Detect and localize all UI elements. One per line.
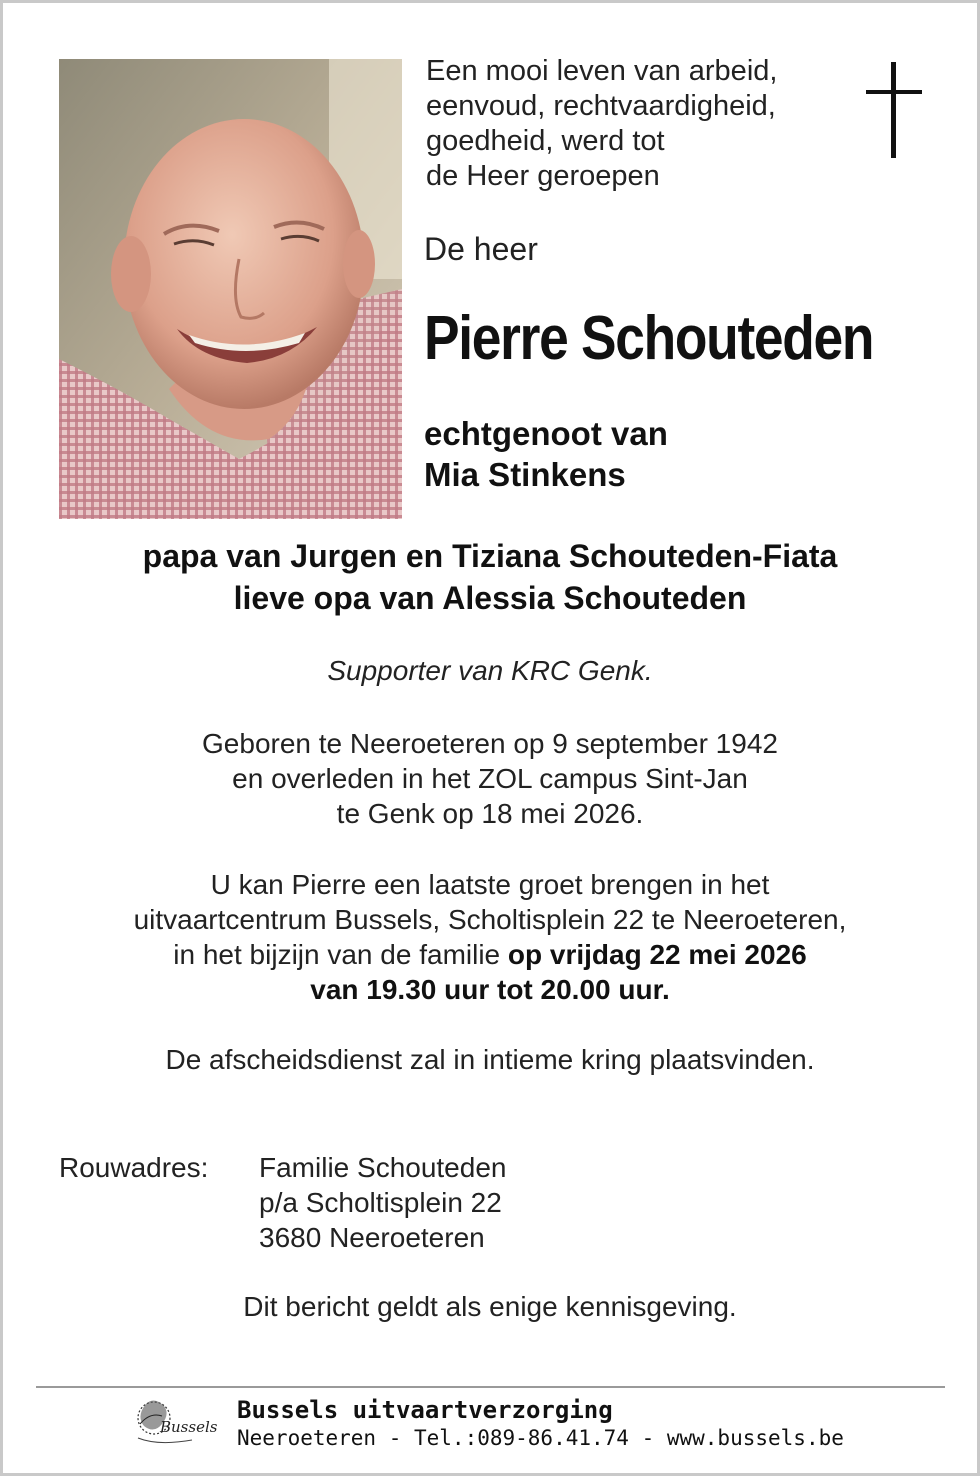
visit-date: op vrijdag 22 mei 2026 (507, 939, 807, 970)
notice-text: Dit bericht geldt als enige kennisgeving. (243, 1291, 737, 1322)
intro-line: goedheid, werd tot (426, 125, 665, 157)
company-contact: Neeroeteren - Tel.:089-86.41.74 - www.bussels.be (237, 1426, 844, 1450)
family-line: lieve opa van Alessia Schouteden (233, 580, 747, 616)
visit-line (0, 972, 980, 1007)
birth-death-info (0, 726, 980, 831)
logo-wordmark: Bussels (160, 1418, 218, 1436)
visit-line: uitvaartcentrum Bussels, Scholtisplein 22 te Neeroeteren, (133, 904, 847, 935)
visit-line-regular: in het bijzijn van de familie (173, 939, 508, 970)
address-line: Familie Schouteden (259, 1152, 507, 1183)
visit-time: van 19.30 uur tot 20.00 uur. (310, 974, 670, 1005)
intro-line: Een mooi leven van arbeid, (426, 55, 778, 87)
address-label: Rouwadres: (59, 1152, 209, 1183)
bussels-logo (132, 1394, 222, 1450)
service-note: De afscheidsdienst zal in intieme kring plaatsvinden. (165, 1044, 815, 1075)
cross-icon (866, 62, 922, 158)
address-line: p/a Scholtisplein 22 (259, 1187, 502, 1218)
visitation-info (0, 867, 980, 1007)
portrait-photo (59, 59, 402, 519)
born-line: en overleden in het ZOL campus Sint-Jan (232, 763, 748, 794)
deceased-name: Pierre Schouteden (424, 304, 874, 373)
address-line: 3680 Neeroeteren (259, 1222, 485, 1253)
honorific: De heer (424, 231, 538, 267)
footer-divider (36, 1386, 945, 1388)
intro-verse (426, 54, 777, 194)
family-line: papa van Jurgen en Tiziana Schouteden-Fiata (142, 538, 838, 574)
spouse-info (424, 413, 668, 495)
intro-line: de Heer geroepen (426, 160, 660, 192)
spouse-line: echtgenoot van (424, 415, 668, 452)
spouse-name: Mia Stinkens (424, 456, 626, 493)
born-line: Geboren te Neeroeteren op 9 september 1942 (202, 728, 778, 759)
born-line: te Genk op 18 mei 2026. (336, 798, 644, 829)
visit-line (0, 937, 980, 972)
intro-line: eenvoud, rechtvaardigheid, (426, 90, 776, 122)
visit-line: U kan Pierre een laatste groet brengen in het (210, 869, 770, 900)
supporter-note: Supporter van KRC Genk. (327, 655, 653, 686)
family-info (0, 535, 980, 619)
company-name: Bussels uitvaartverzorging (237, 1396, 613, 1424)
address-lines (259, 1150, 506, 1255)
